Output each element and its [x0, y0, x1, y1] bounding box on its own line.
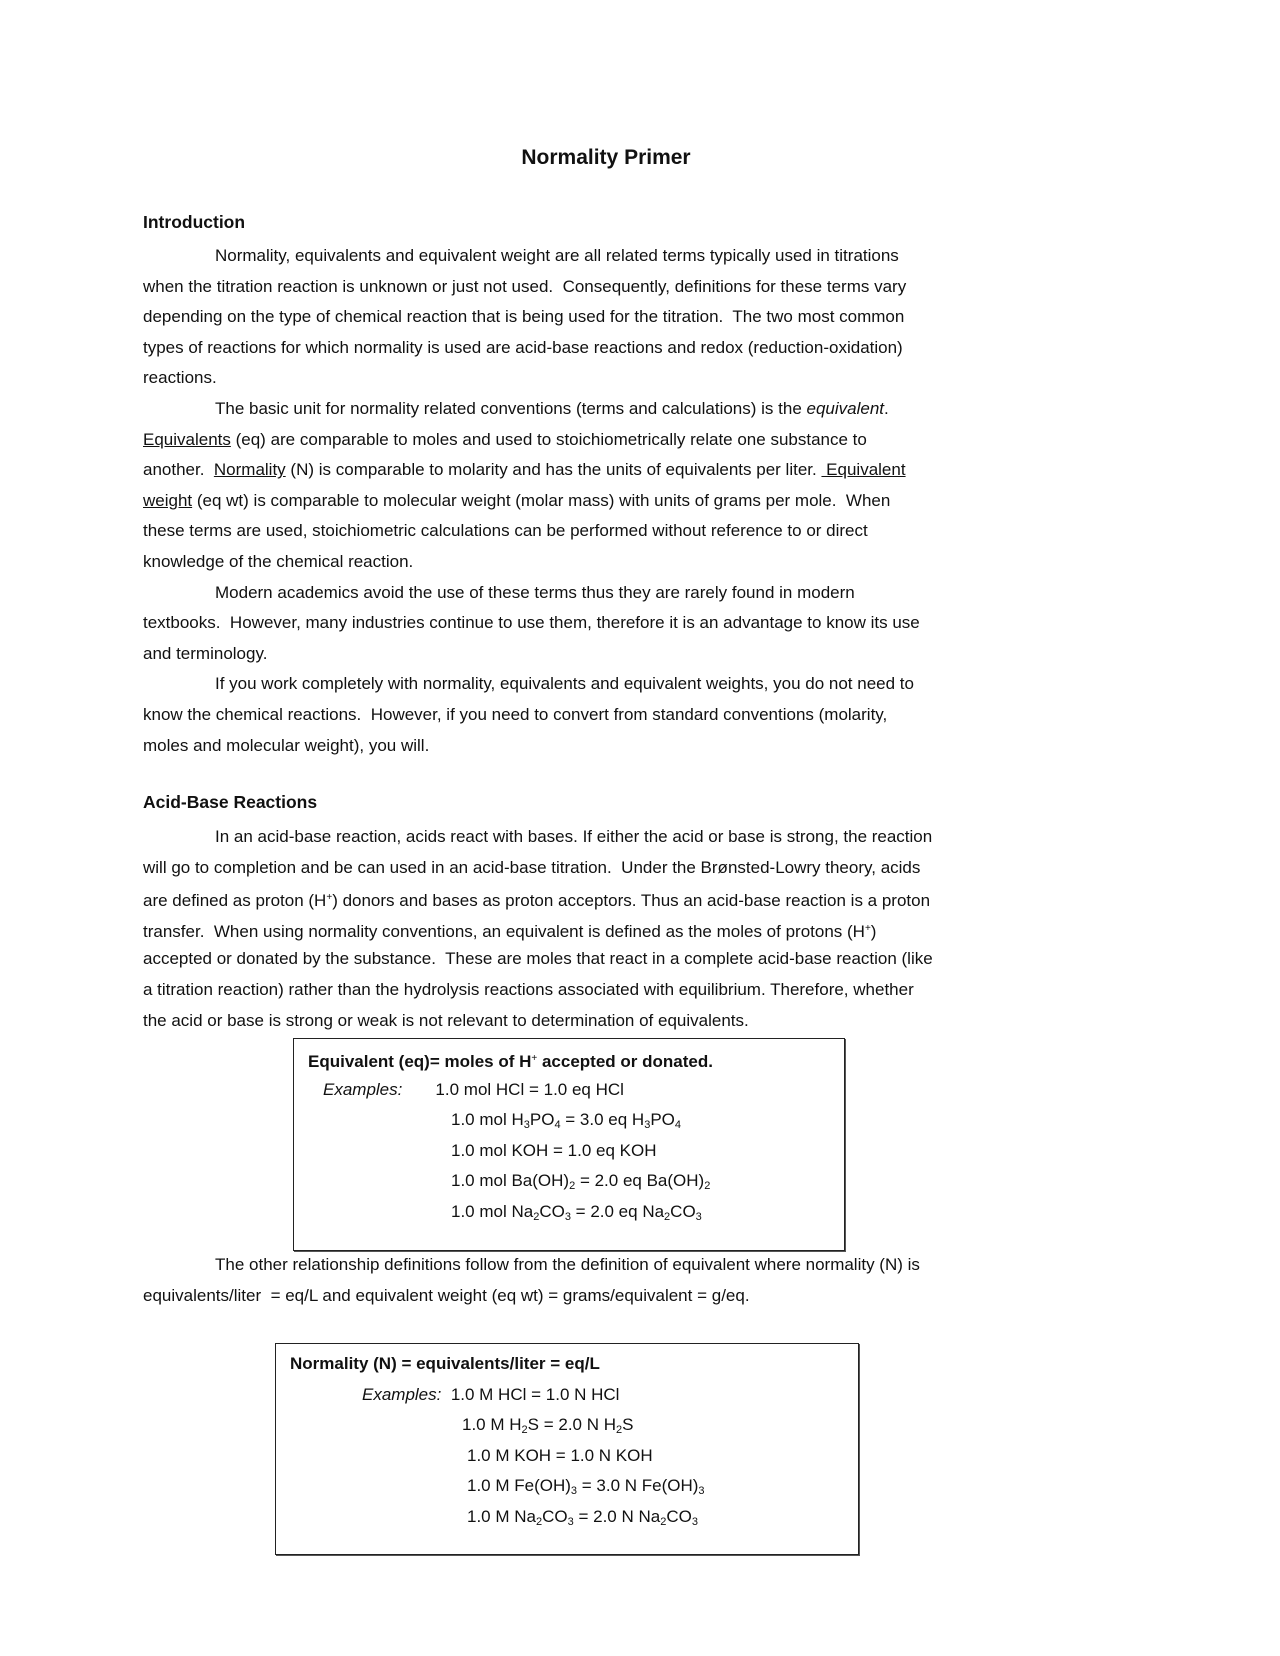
text-line	[143, 241, 1083, 272]
text-segment: 3	[691, 1515, 698, 1528]
section-heading-acid-base: Acid-Base Reactions	[143, 792, 318, 812]
text-segment: 1.0 mol Na	[451, 1201, 534, 1221]
text-segment: 1.0 M KOH = 1.0 N KOH	[467, 1445, 653, 1465]
text-segment: 1.0 mol KOH = 1.0 eq KOH	[451, 1140, 657, 1160]
text-segment: accepted or donated.	[537, 1052, 713, 1071]
text-segment: The other relationship definitions follow from the definition of equivalent where normality (N) is	[215, 1255, 920, 1274]
text-segment: CO	[542, 1506, 568, 1526]
text-segment: and terminology.	[143, 643, 268, 663]
text-line	[143, 639, 1083, 670]
text-segment: 2	[616, 1424, 623, 1436]
text-segment: Examples:	[362, 1384, 442, 1404]
text-segment: 1.0 mol Ba(OH)	[451, 1171, 570, 1190]
introduction-body	[143, 241, 1083, 761]
text-segment: CO	[666, 1506, 692, 1526]
text-segment: accepted or donated by the substance. These are moles that react in a complete acid-base reaction (like	[143, 949, 933, 969]
text-segment: 4	[554, 1119, 561, 1131]
text-line	[143, 1250, 1083, 1281]
text-segment: 1.0 mol H	[451, 1110, 524, 1129]
section-heading-introduction: Introduction	[143, 212, 246, 232]
text-segment: 3	[570, 1485, 578, 1497]
text-segment: textbooks. However, many industries continue to use them, therefore it is an advantage to know its use	[143, 613, 920, 633]
text-segment: PO	[650, 1110, 675, 1129]
text-segment: = 3.0 N Fe(OH)	[577, 1476, 699, 1495]
defined-term: Equivalent	[821, 460, 906, 480]
text-line	[143, 669, 1083, 700]
text-segment: 3	[698, 1485, 705, 1497]
text-line	[290, 1502, 858, 1533]
text-line	[143, 547, 1083, 578]
text-line	[308, 1075, 844, 1106]
text-line	[290, 1471, 858, 1502]
text-segment: Modern academics avoid the use of these terms thus they are rarely found in modern	[215, 582, 855, 602]
text-segment: will go to completion and be can used in an acid-base titration. Under the Brønsted-Lowry theory, acids	[143, 857, 921, 877]
text-line	[143, 302, 1083, 333]
text-segment: 2	[664, 1210, 671, 1223]
text-segment: a titration reaction) rather than the hydrolysis reactions associated with equilibrium. Therefore, whether	[143, 979, 914, 999]
text-segment: CO	[670, 1201, 696, 1221]
text-segment: another.	[143, 460, 214, 480]
text-line	[143, 363, 1083, 394]
text-segment: Normality, equivalents and equivalent weight are all related terms typically used in titrations	[215, 246, 899, 265]
text-line	[143, 333, 1083, 364]
text-line	[143, 608, 1083, 639]
text-segment: ) donors and bases as proton acceptors. Thus an acid-base reaction is a proton	[332, 891, 931, 911]
text-segment: transfer. When using normality conventions, an equivalent is defined as the moles of protons (H	[143, 921, 865, 941]
text-line	[290, 1410, 858, 1441]
text-line	[143, 731, 1083, 762]
text-line	[143, 455, 1083, 486]
text-segment: The basic unit for normality related conventions (terms and calculations) is the	[215, 398, 807, 418]
text-segment: 3	[523, 1119, 530, 1131]
text-line	[143, 486, 1083, 517]
text-line	[308, 1166, 844, 1197]
text-segment: 2	[660, 1515, 667, 1528]
text-line	[143, 516, 1083, 547]
document-title: Normality Primer	[521, 146, 691, 169]
text-segment: 3	[564, 1210, 571, 1223]
text-line	[308, 1044, 844, 1075]
text-segment: 1.0 mol HCl = 1.0 eq HCl	[402, 1079, 624, 1099]
text-segment: types of reactions for which normality is used are acid-base reactions and redox (reduction-oxidation)	[143, 337, 903, 357]
text-segment: Normality (N) = equivalents/liter = eq/L	[290, 1354, 600, 1373]
relationship-paragraph	[143, 1250, 1083, 1311]
text-segment: are defined as proton (H	[143, 891, 327, 911]
text-line	[143, 272, 1083, 303]
text-line	[143, 944, 1083, 975]
text-segment: equivalents/liter = eq/L and equivalent weight (eq wt) = grams/equivalent = g/eq.	[143, 1285, 750, 1305]
text-line	[143, 822, 1083, 853]
text-segment: know the chemical reactions. However, if you need to convert from standard conventions (molarity,	[143, 704, 888, 724]
defined-term: Equivalents	[143, 429, 231, 449]
text-segment: (eq wt) is comparable to molecular weight (molar mass) with units of grams per mole. When	[192, 490, 891, 510]
text-line	[308, 1197, 844, 1228]
text-line	[290, 1380, 858, 1411]
text-segment: 1.0 M Na	[467, 1506, 536, 1526]
text-segment: )	[870, 921, 877, 941]
text-segment: S	[622, 1415, 634, 1434]
text-segment: In an acid-base reaction, acids react with bases. If either the acid or base is strong, the reaction	[215, 827, 933, 846]
text-line	[143, 425, 1083, 456]
text-line	[143, 975, 1083, 1006]
text-line	[290, 1441, 858, 1472]
text-segment: knowledge of the chemical reaction.	[143, 551, 414, 571]
text-segment: 2	[521, 1424, 528, 1436]
text-segment: 2	[704, 1180, 711, 1192]
text-segment: these terms are used, stoichiometric calculations can be performed without reference to or direct	[143, 521, 868, 541]
text-line	[308, 1105, 844, 1136]
text-line	[143, 883, 1083, 914]
text-segment: 1.0 M HCl = 1.0 N HCl	[441, 1384, 620, 1404]
text-segment: 3	[567, 1515, 574, 1528]
text-segment: (N) is comparable to molarity and has the units of equivalents per liter.	[285, 460, 822, 480]
text-segment: PO	[529, 1110, 555, 1129]
text-segment: +	[531, 1053, 538, 1064]
text-segment: If you work completely with normality, equivalents and equivalent weights, you do not need to	[215, 674, 914, 694]
text-line	[143, 394, 1083, 425]
text-segment: moles and molecular weight), you will.	[143, 735, 430, 755]
text-line	[143, 1006, 1083, 1037]
defined-term: Normality	[213, 460, 286, 480]
text-segment: 2	[535, 1515, 543, 1528]
text-segment: when the titration reaction is unknown or just not used. Consequently, definitions for these terms vary	[143, 276, 907, 296]
equivalent-definition-box	[293, 1038, 845, 1251]
text-segment: equivalent	[806, 398, 885, 418]
text-segment: Examples:	[323, 1079, 403, 1099]
text-line	[143, 700, 1083, 731]
text-segment: +	[864, 922, 871, 934]
text-line	[143, 578, 1083, 609]
text-segment: S = 2.0 N H	[527, 1415, 617, 1434]
text-segment: reactions.	[143, 368, 217, 388]
text-segment: depending on the type of chemical reaction that is being used for the titration. The two most common	[143, 307, 905, 327]
text-segment: +	[326, 892, 333, 904]
acid-base-body	[143, 822, 1083, 1036]
text-segment: = 2.0 eq Ba(OH)	[575, 1171, 705, 1190]
text-segment: 3	[644, 1119, 651, 1131]
text-line	[143, 853, 1083, 884]
equivalent-examples	[294, 1039, 844, 1227]
text-segment: the acid or base is strong or weak is not relevant to determination of equivalents.	[143, 1010, 749, 1030]
text-segment: = 2.0 eq Na	[570, 1201, 665, 1221]
text-segment: CO	[539, 1201, 565, 1221]
text-line	[290, 1349, 858, 1380]
text-segment: .	[884, 398, 889, 418]
text-segment: = 2.0 N Na	[573, 1506, 661, 1526]
text-line	[143, 914, 1083, 945]
normality-examples	[276, 1344, 858, 1532]
normality-definition-box	[275, 1343, 859, 1555]
text-segment: 4	[674, 1119, 682, 1131]
text-line	[308, 1136, 844, 1167]
text-segment: 2	[533, 1210, 540, 1223]
defined-term: weight	[143, 490, 193, 510]
text-segment: Equivalent (eq)= moles of H	[308, 1052, 532, 1071]
text-line	[143, 1281, 1083, 1312]
text-segment: 2	[569, 1180, 576, 1192]
text-segment: 1.0 M H	[462, 1415, 522, 1434]
text-segment: = 3.0 eq H	[560, 1110, 645, 1129]
text-segment: 1.0 M Fe(OH)	[467, 1476, 571, 1495]
text-segment: (eq) are comparable to moles and used to stoichiometrically relate one substance to	[230, 429, 867, 449]
text-segment: 3	[695, 1210, 702, 1223]
